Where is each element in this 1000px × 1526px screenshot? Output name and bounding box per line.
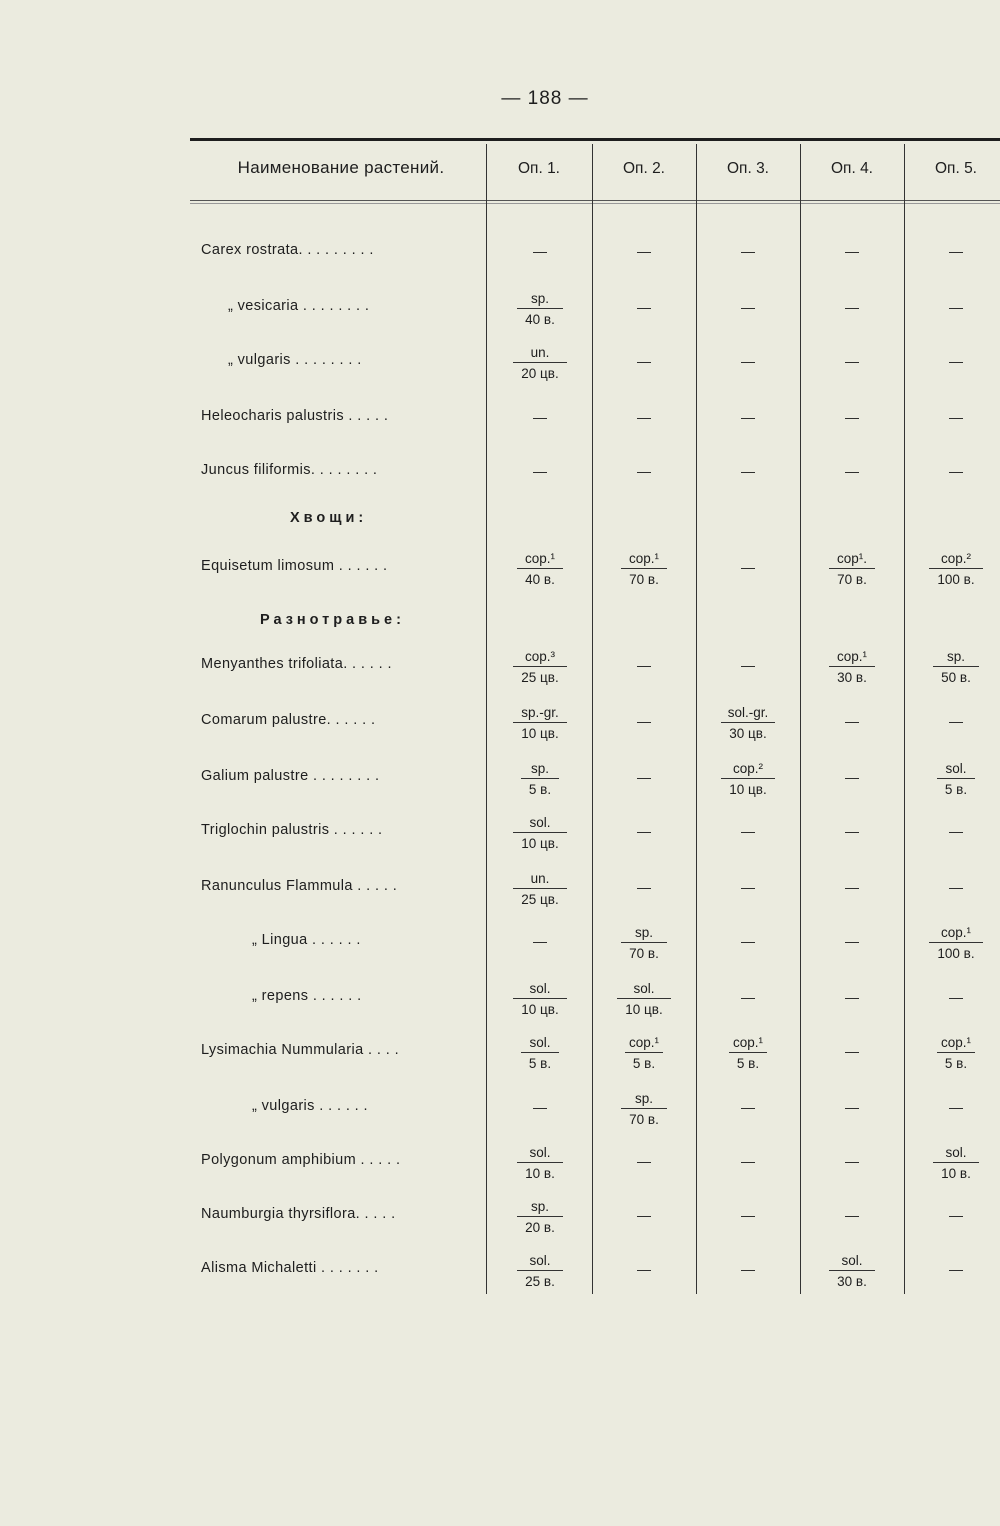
- height-value: 10 цв.: [721, 778, 774, 799]
- abundance-cell: [904, 759, 1000, 799]
- plant-name: Ranunculus Flammula . . . . .: [201, 878, 398, 894]
- height-value: 20 в.: [517, 1216, 563, 1237]
- header-rule: [190, 200, 1000, 201]
- abundance-cell: [488, 1251, 592, 1291]
- empty-cell-dash: —: [741, 823, 755, 839]
- plant-name: Comarum palustre. . . . . .: [201, 712, 376, 728]
- abundance-value: sol.: [529, 1145, 551, 1160]
- empty-cell-dash: —: [741, 1153, 755, 1169]
- empty-cell-dash: —: [741, 1261, 755, 1277]
- height-value: 10 цв.: [617, 998, 670, 1019]
- empty-cell-dash: —: [845, 353, 859, 369]
- height-value: 5 в.: [625, 1052, 663, 1073]
- height-value: 10 в.: [933, 1162, 979, 1183]
- empty-cell-dash: —: [949, 1207, 963, 1223]
- empty-cell-dash: —: [845, 823, 859, 839]
- plant-name: „ repens . . . . . .: [252, 988, 362, 1004]
- empty-cell-dash: —: [741, 353, 755, 369]
- abundance-cell: [592, 923, 696, 963]
- abundance-value: sol.-gr.: [727, 705, 769, 720]
- plant-name: Juncus filiformis. . . . . . . .: [201, 462, 378, 478]
- height-value: 5 в.: [729, 1052, 767, 1073]
- empty-cell-dash: —: [637, 1261, 651, 1277]
- abundance-cell: [488, 979, 592, 1019]
- empty-cell-dash: —: [533, 1099, 547, 1115]
- empty-cell-dash: —: [741, 463, 755, 479]
- abundance-cell: [592, 549, 696, 589]
- abundance-cell: [488, 1197, 592, 1237]
- empty-cell-dash: —: [637, 657, 651, 673]
- empty-cell-dash: —: [949, 243, 963, 259]
- abundance-value: cop.²: [732, 761, 763, 776]
- abundance-value: sol.: [945, 1145, 967, 1160]
- height-value: 25 цв.: [513, 666, 566, 687]
- abundance-value: sol.: [529, 1035, 551, 1050]
- abundance-value: sp.: [530, 1199, 549, 1214]
- height-value: 20 цв.: [513, 362, 566, 383]
- plant-name: Polygonum amphibium . . . . .: [201, 1152, 401, 1168]
- plant-name: „ vulgaris . . . . . . . .: [228, 352, 362, 368]
- empty-cell-dash: —: [845, 769, 859, 785]
- abundance-value: sol.: [841, 1253, 863, 1268]
- empty-cell-dash: —: [845, 299, 859, 315]
- empty-cell-dash: —: [637, 463, 651, 479]
- empty-cell-dash: —: [637, 1207, 651, 1223]
- empty-cell-dash: —: [845, 989, 859, 1005]
- abundance-cell: [904, 647, 1000, 687]
- height-value: 30 цв.: [721, 722, 774, 743]
- empty-cell-dash: —: [533, 933, 547, 949]
- empty-cell-dash: —: [949, 879, 963, 895]
- height-value: 100 в.: [929, 942, 982, 963]
- abundance-cell: [904, 1143, 1000, 1183]
- height-value: 70 в.: [621, 942, 667, 963]
- abundance-cell: [488, 759, 592, 799]
- empty-cell-dash: —: [533, 409, 547, 425]
- abundance-cell: [904, 1033, 1000, 1073]
- abundance-cell: [696, 759, 800, 799]
- height-value: 5 в.: [937, 778, 975, 799]
- height-value: 40 в.: [517, 568, 563, 589]
- abundance-value: cop.¹: [524, 551, 555, 566]
- empty-cell-dash: —: [741, 1099, 755, 1115]
- plant-name: „ Lingua . . . . . .: [252, 932, 361, 948]
- abundance-value: cop¹.: [836, 551, 867, 566]
- plant-name: „ vulgaris . . . . . .: [252, 1098, 368, 1114]
- empty-cell-dash: —: [637, 823, 651, 839]
- abundance-cell: [592, 979, 696, 1019]
- abundance-cell: [696, 703, 800, 743]
- abundance-value: cop.³: [524, 649, 555, 664]
- empty-cell-dash: —: [949, 353, 963, 369]
- height-value: 50 в.: [933, 666, 979, 687]
- abundance-value: sp.: [530, 761, 549, 776]
- empty-cell-dash: —: [949, 1099, 963, 1115]
- empty-cell-dash: —: [741, 989, 755, 1005]
- empty-cell-dash: —: [637, 879, 651, 895]
- empty-cell-dash: —: [845, 713, 859, 729]
- empty-cell-dash: —: [637, 713, 651, 729]
- header-op-5: Оп. 5.: [935, 160, 977, 177]
- abundance-value: cop.¹: [732, 1035, 763, 1050]
- plant-name: Carex rostrata. . . . . . . . .: [201, 242, 374, 258]
- empty-cell-dash: —: [949, 989, 963, 1005]
- empty-cell-dash: —: [845, 1153, 859, 1169]
- abundance-cell: [488, 343, 592, 383]
- height-value: 25 в.: [517, 1270, 563, 1291]
- empty-cell-dash: —: [845, 1043, 859, 1059]
- height-value: 40 в.: [517, 308, 563, 329]
- abundance-value: un.: [530, 345, 550, 360]
- abundance-value: cop.¹: [940, 1035, 971, 1050]
- abundance-cell: [488, 703, 592, 743]
- empty-cell-dash: —: [637, 299, 651, 315]
- section-heading: Разнотравье:: [260, 612, 405, 628]
- header-op-2: Оп. 2.: [623, 160, 665, 177]
- header-op-4: Оп. 4.: [831, 160, 873, 177]
- abundance-cell: [488, 647, 592, 687]
- header-op-1: Оп. 1.: [518, 160, 560, 177]
- empty-cell-dash: —: [949, 463, 963, 479]
- vegetation-table: [190, 138, 1000, 1298]
- empty-cell-dash: —: [845, 409, 859, 425]
- height-value: 70 в.: [621, 1108, 667, 1129]
- empty-cell-dash: —: [949, 1261, 963, 1277]
- height-value: 10 в.: [517, 1162, 563, 1183]
- abundance-value: sp.: [530, 291, 549, 306]
- abundance-value: un.: [530, 871, 550, 886]
- plant-name: Naumburgia thyrsiflora. . . . .: [201, 1206, 396, 1222]
- height-value: 25 цв.: [513, 888, 566, 909]
- empty-cell-dash: —: [741, 657, 755, 673]
- header-plant-name: Наименование растений.: [237, 158, 445, 177]
- abundance-cell: [696, 1033, 800, 1073]
- page-number: — 188 —: [501, 88, 589, 109]
- abundance-value: cop.²: [940, 551, 971, 566]
- header-op-3: Оп. 3.: [727, 160, 769, 177]
- plant-name: Equisetum limosum . . . . . .: [201, 558, 388, 574]
- empty-cell-dash: —: [845, 243, 859, 259]
- empty-cell-dash: —: [533, 463, 547, 479]
- empty-cell-dash: —: [637, 409, 651, 425]
- abundance-cell: [800, 647, 904, 687]
- empty-cell-dash: —: [845, 1207, 859, 1223]
- abundance-cell: [800, 1251, 904, 1291]
- abundance-cell: [592, 1089, 696, 1129]
- empty-cell-dash: —: [949, 299, 963, 315]
- empty-cell-dash: —: [845, 879, 859, 895]
- empty-cell-dash: —: [845, 463, 859, 479]
- empty-cell-dash: —: [845, 933, 859, 949]
- plant-name: Heleocharis palustris . . . . .: [201, 408, 389, 424]
- empty-cell-dash: —: [741, 409, 755, 425]
- height-value: 30 в.: [829, 1270, 875, 1291]
- empty-cell-dash: —: [741, 559, 755, 575]
- abundance-value: sol.: [945, 761, 967, 776]
- empty-cell-dash: —: [741, 243, 755, 259]
- abundance-value: sp.: [946, 649, 965, 664]
- height-value: 10 цв.: [513, 998, 566, 1019]
- height-value: 5 в.: [937, 1052, 975, 1073]
- abundance-cell: [488, 1143, 592, 1183]
- height-value: 70 в.: [621, 568, 667, 589]
- header-rule-secondary: [190, 203, 1000, 204]
- table-top-rule: [190, 138, 1000, 141]
- empty-cell-dash: —: [637, 243, 651, 259]
- height-value: 5 в.: [521, 778, 559, 799]
- height-value: 70 в.: [829, 568, 875, 589]
- abundance-value: sol.: [529, 815, 551, 830]
- abundance-cell: [904, 923, 1000, 963]
- plant-name: „ vesicaria . . . . . . . .: [228, 298, 370, 314]
- abundance-value: sol.: [529, 1253, 551, 1268]
- section-heading: Хвощи:: [290, 510, 368, 526]
- empty-cell-dash: —: [533, 243, 547, 259]
- empty-cell-dash: —: [741, 1207, 755, 1223]
- height-value: 30 в.: [829, 666, 875, 687]
- abundance-value: sol.: [529, 981, 551, 996]
- empty-cell-dash: —: [637, 1153, 651, 1169]
- abundance-value: cop.¹: [940, 925, 971, 940]
- abundance-value: sp.: [634, 925, 653, 940]
- empty-cell-dash: —: [637, 353, 651, 369]
- plant-name: Lysimachia Nummularia . . . .: [201, 1042, 400, 1058]
- abundance-value: sp.-gr.: [521, 705, 559, 720]
- abundance-cell: [488, 549, 592, 589]
- abundance-value: cop.¹: [836, 649, 867, 664]
- height-value: 100 в.: [929, 568, 982, 589]
- height-value: 10 цв.: [513, 832, 566, 853]
- abundance-cell: [904, 549, 1000, 589]
- abundance-cell: [488, 813, 592, 853]
- abundance-cell: [488, 869, 592, 909]
- abundance-cell: [488, 1033, 592, 1073]
- empty-cell-dash: —: [741, 879, 755, 895]
- empty-cell-dash: —: [845, 1099, 859, 1115]
- plant-name: Galium palustre . . . . . . . .: [201, 768, 380, 784]
- height-value: 10 цв.: [513, 722, 566, 743]
- abundance-value: sol.: [633, 981, 655, 996]
- plant-name: Alisma Michaletti . . . . . . .: [201, 1260, 379, 1276]
- empty-cell-dash: —: [949, 409, 963, 425]
- abundance-cell: [592, 1033, 696, 1073]
- abundance-cell: [488, 289, 592, 329]
- empty-cell-dash: —: [741, 933, 755, 949]
- abundance-value: sp.: [634, 1091, 653, 1106]
- empty-cell-dash: —: [637, 769, 651, 785]
- abundance-cell: [800, 549, 904, 589]
- height-value: 5 в.: [521, 1052, 559, 1073]
- plant-name: Menyanthes trifoliata. . . . . .: [201, 656, 392, 672]
- abundance-value: cop.¹: [628, 1035, 659, 1050]
- column-divider: [486, 144, 487, 1294]
- empty-cell-dash: —: [949, 713, 963, 729]
- plant-name: Triglochin palustris . . . . . .: [201, 822, 383, 838]
- empty-cell-dash: —: [949, 823, 963, 839]
- empty-cell-dash: —: [741, 299, 755, 315]
- abundance-value: cop.¹: [628, 551, 659, 566]
